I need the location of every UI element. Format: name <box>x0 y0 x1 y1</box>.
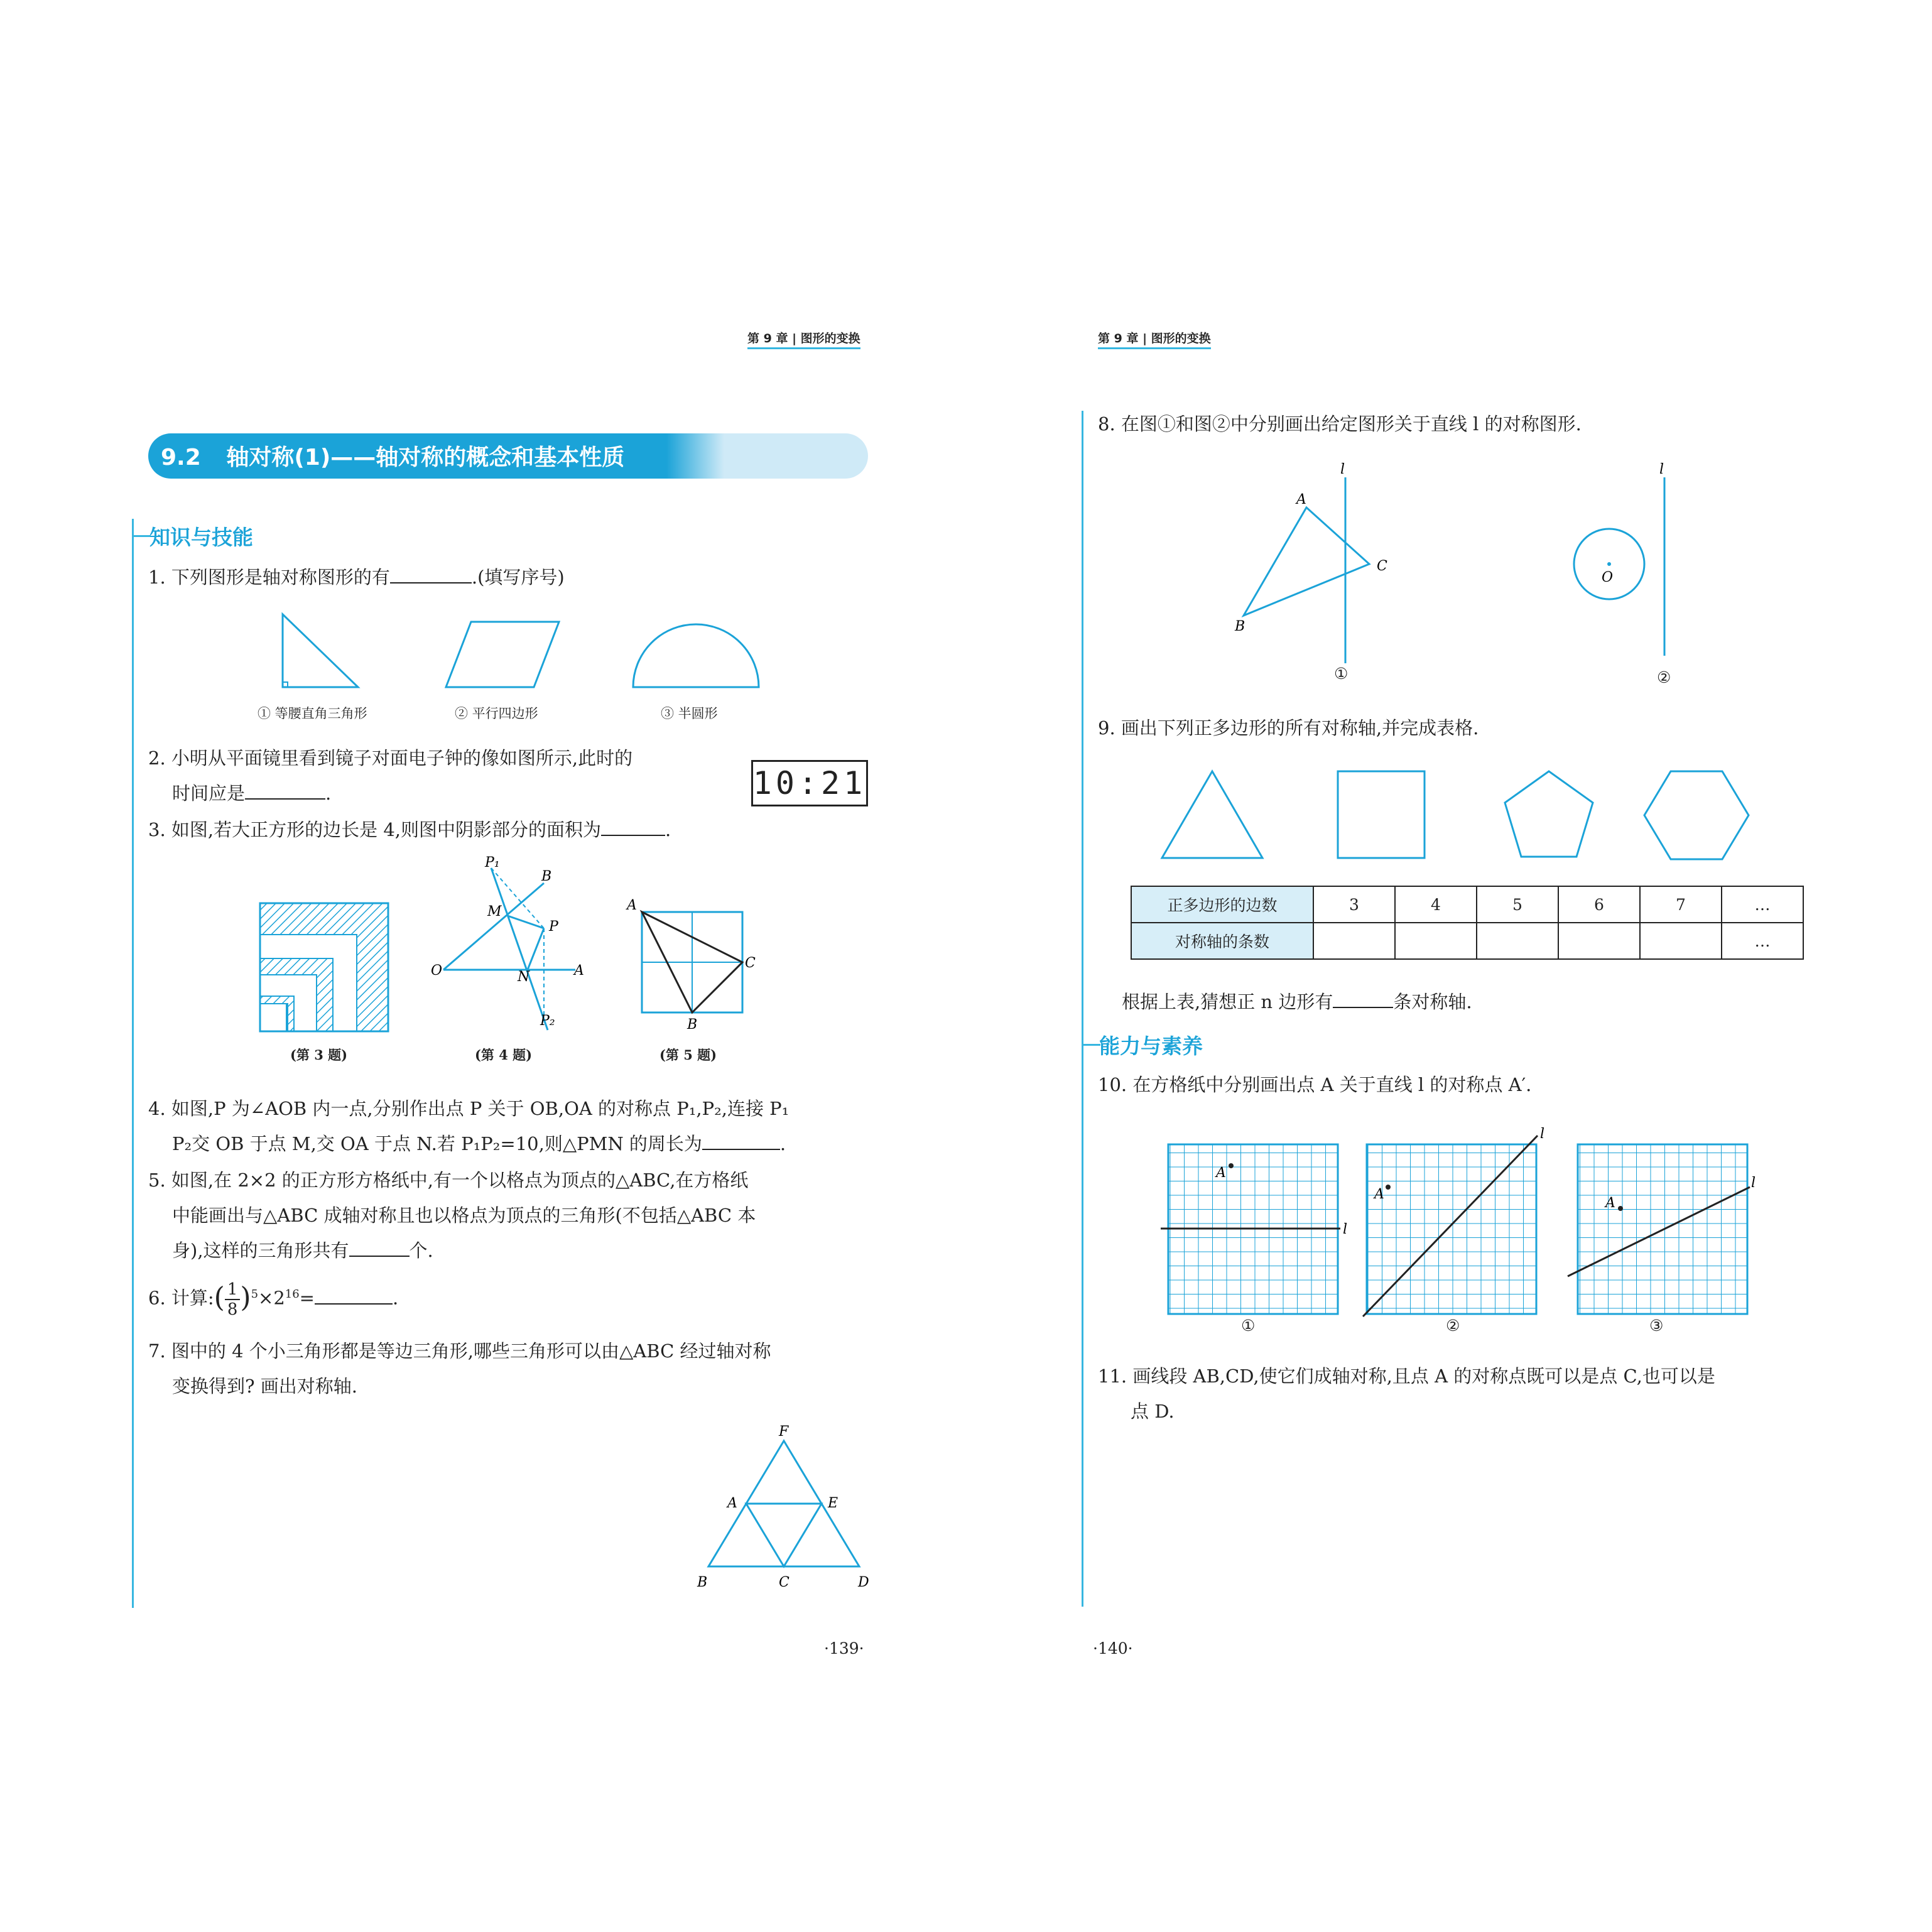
regular-hexagon <box>1644 771 1749 859</box>
page-number-right: ·140· <box>1093 1639 1133 1658</box>
fig10-grids <box>1156 1124 1759 1338</box>
label-b: B <box>697 1575 708 1590</box>
question-11-line-1: 11. 画线段 AB,CD,使它们成轴对称,且点 A 的对称点既可以是点 C,也可以是 <box>1098 1365 1715 1387</box>
question-5-line-3 <box>172 1232 433 1269</box>
fig3-caption: (第 3 题) <box>290 1047 348 1063</box>
section-tick <box>132 535 151 537</box>
label-n: N <box>518 969 530 985</box>
question-6: 6. 计算:( $\frac{1}{8}$ )$^5\times 2^{16}=$ . <box>148 1279 399 1319</box>
fig4-caption: (第 4 题) <box>475 1047 533 1063</box>
question-2-line-2 <box>172 775 331 811</box>
q1-figures <box>239 603 791 697</box>
section-text: 轴对称(1)——轴对称的概念和基本性质 <box>226 445 625 470</box>
regular-square <box>1338 771 1425 858</box>
grid-3 <box>1568 1144 1756 1314</box>
q6-exponent-2: 16 <box>285 1288 300 1301</box>
label-b: B <box>687 1017 698 1033</box>
label-o: O <box>1602 570 1614 585</box>
label-a: A <box>1296 492 1306 507</box>
table-answer-cell[interactable] <box>1395 923 1477 959</box>
table-header-axes: 对称轴的条数 <box>1131 923 1313 959</box>
shaded-l-small <box>260 996 294 1031</box>
table-answer-cell[interactable] <box>1558 923 1640 959</box>
question-10: 10. 在方格纸中分别画出点 A 关于直线 l 的对称点 A′. <box>1098 1074 1532 1095</box>
label-b: B <box>541 869 552 884</box>
label-c: C <box>745 955 756 971</box>
label-l: l <box>1751 1175 1756 1191</box>
q2-answer-blank[interactable] <box>245 779 325 800</box>
fig5-caption: (第 5 题) <box>659 1047 717 1063</box>
right-margin-rule <box>1082 411 1083 1607</box>
midpoint-triangle-aec <box>746 1504 822 1566</box>
question-11-line-2: 点 D. <box>1131 1401 1175 1422</box>
q6-text: 6. 计算: <box>148 1287 214 1309</box>
label-p: P <box>549 919 558 935</box>
label-a: A <box>1605 1195 1615 1211</box>
label-b: B <box>1235 619 1245 634</box>
point-a <box>1229 1163 1234 1168</box>
segment-p1-p2 <box>491 868 548 1030</box>
table-cell: 7 <box>1640 886 1722 923</box>
table-cell: 5 <box>1477 886 1558 923</box>
q1-text: 1. 下列图形是轴对称图形的有 <box>148 567 390 588</box>
question-4-line-2 <box>172 1126 786 1162</box>
q5-text-post: 个. <box>409 1240 433 1261</box>
digital-clock <box>751 760 868 806</box>
label-m: M <box>487 904 502 920</box>
grid-2 <box>1363 1126 1544 1316</box>
question-2-line-1: 2. 小明从平面镜里看到镜子对面电子钟的像如图所示,此时的 <box>148 747 633 769</box>
fig10-caption-2: ② <box>1446 1316 1460 1335</box>
q3-text: 3. 如图,若大正方形的边长是 4,则图中阴影部分的面积为 <box>148 819 601 840</box>
header-title: 图形的变换 <box>1151 332 1211 345</box>
label-l: l <box>1540 1126 1545 1142</box>
header-chapter: 第 9 章 <box>1098 332 1139 345</box>
regular-triangle <box>1162 771 1262 858</box>
label-p1: P₁ <box>485 855 500 871</box>
question-8: 8. 在图①和图②中分别画出给定图形关于直线 l 的对称图形. <box>1098 413 1582 435</box>
center-dot <box>1607 562 1611 566</box>
q2-text: 时间应是 <box>172 783 246 804</box>
isosceles-right-triangle <box>283 614 358 687</box>
fig10-caption-1: ① <box>1241 1316 1256 1335</box>
table-header-sides: 正多边形的边数 <box>1131 886 1313 923</box>
fig8-2-circle-line <box>1558 459 1696 659</box>
header-chapter: 第 9 章 <box>747 332 788 345</box>
point-a <box>1386 1185 1391 1190</box>
label-l: l <box>1659 462 1664 477</box>
ray-ob <box>443 883 544 970</box>
table-row <box>1131 923 1803 959</box>
shaded-l-medium <box>260 958 333 1031</box>
label-d: D <box>858 1575 869 1590</box>
q9-text-post: 条对称轴. <box>1393 991 1472 1012</box>
label-a: A <box>627 898 637 913</box>
q2-text-post: . <box>325 783 332 804</box>
q9-text: 根据上表,猜想正 n 边形有 <box>1122 991 1333 1012</box>
question-4-line-1: 4. 如图,P 为∠AOB 内一点,分别作出点 P 关于 OB,OA 的对称点 P₁,P₂,连接 P₁ <box>148 1098 790 1119</box>
header-separator: | <box>1142 332 1148 345</box>
triangle-abc <box>1244 507 1369 616</box>
grid-1 <box>1161 1144 1347 1314</box>
q9-answer-blank[interactable] <box>1333 988 1393 1008</box>
header-right <box>1098 329 1211 349</box>
q4-text: P₂交 OB 于点 M,交 OA 于点 N.若 P₁P₂=10,则△PMN 的周长为 <box>172 1133 702 1154</box>
inner-square-3 <box>260 1004 288 1031</box>
question-9-conclusion <box>1122 984 1472 1020</box>
q1-text-post: .(填写序号) <box>471 567 565 588</box>
q1-caption-2: ② 平行四边形 <box>455 706 538 721</box>
label-c: C <box>779 1575 790 1590</box>
clock-digits: 10:21 <box>752 765 867 801</box>
question-1 <box>148 559 565 595</box>
label-p2: P₂ <box>540 1013 555 1029</box>
semicircle <box>633 624 759 687</box>
fig5-grid-triangle <box>622 892 766 1036</box>
table-cell: … <box>1722 923 1803 959</box>
q6-text-post: . <box>392 1287 399 1309</box>
section-number: 9.2 <box>161 445 201 470</box>
header-separator: | <box>792 332 797 345</box>
fig8-1-triangle-line <box>1218 459 1394 685</box>
label-e: E <box>828 1495 838 1511</box>
parallelogram <box>446 622 559 687</box>
section-tick <box>1082 1044 1100 1046</box>
fig7-triangle-subdivision <box>691 1416 879 1598</box>
section-heading-knowledge: 知识与技能 <box>149 525 253 550</box>
label-l: l <box>1343 1222 1348 1237</box>
fig8-caption-2: ② <box>1657 668 1671 687</box>
q1-caption-3: ③ 半圆形 <box>661 706 718 721</box>
q1-answer-blank[interactable] <box>390 563 472 583</box>
symmetry-axes-table <box>1131 886 1804 960</box>
q4-text-post: . <box>779 1133 786 1154</box>
question-5-line-1: 5. 如图,在 2×2 的正方形方格纸中,有一个以格点为顶点的△ABC,在方格纸 <box>148 1170 749 1191</box>
table-row <box>1131 886 1803 923</box>
fig10-caption-3: ③ <box>1649 1316 1664 1335</box>
question-7-line-2: 变换得到? 画出对称轴. <box>172 1376 357 1397</box>
fig8-caption-1: ① <box>1334 665 1349 683</box>
table-cell: … <box>1722 886 1803 923</box>
fig9-regular-polygons <box>1156 760 1771 867</box>
label-a: A <box>727 1495 737 1511</box>
fig4-angle-reflection <box>425 852 600 1040</box>
table-cell: 4 <box>1395 886 1477 923</box>
table-answer-cell[interactable] <box>1640 923 1722 959</box>
point-a <box>1618 1206 1623 1211</box>
fig3-square-shading <box>259 902 389 1033</box>
q6-numerator: 1 <box>225 1280 241 1300</box>
page-number-left: ·139· <box>824 1639 864 1658</box>
label-a: A <box>1216 1165 1226 1181</box>
label-l: l <box>1340 462 1345 477</box>
regular-pentagon <box>1505 771 1593 857</box>
segment-pn <box>528 928 544 970</box>
q1-caption-1: ① 等腰直角三角形 <box>258 706 367 721</box>
label-a: A <box>1374 1186 1384 1202</box>
table-cell: 3 <box>1313 886 1395 923</box>
q5-answer-blank[interactable] <box>349 1237 410 1257</box>
question-9: 9. 画出下列正多边形的所有对称轴,并完成表格. <box>1098 717 1479 739</box>
section-heading-ability: 能力与素养 <box>1099 1034 1203 1058</box>
question-3 <box>148 811 671 848</box>
q3-text-post: . <box>665 819 671 840</box>
q6-denominator: 8 <box>227 1300 238 1319</box>
question-5-line-2: 中能画出与△ABC 成轴对称且也以格点为顶点的三角形(不包括△ABC 本 <box>172 1205 756 1226</box>
q6-exponent: 5 <box>251 1288 259 1301</box>
left-margin-rule <box>132 519 134 1608</box>
label-o: O <box>431 963 443 979</box>
q4-answer-blank[interactable] <box>702 1130 780 1150</box>
q6-mid: ×2 <box>258 1287 285 1309</box>
q6-answer-blank[interactable] <box>315 1284 393 1305</box>
question-7-line-1: 7. 图中的 4 个小三角形都是等边三角形,哪些三角形可以由△ABC 经过轴对称 <box>148 1340 771 1362</box>
table-cell: 6 <box>1558 886 1640 923</box>
label-f: F <box>779 1424 789 1440</box>
q3-answer-blank[interactable] <box>601 816 665 836</box>
header-left <box>747 329 860 349</box>
header-title: 图形的变换 <box>800 332 860 345</box>
section-title <box>161 440 624 472</box>
table-answer-cell[interactable] <box>1477 923 1558 959</box>
label-c: C <box>1377 558 1387 574</box>
table-answer-cell[interactable] <box>1313 923 1395 959</box>
label-a: A <box>574 963 584 979</box>
inner-square-1 <box>260 935 357 1031</box>
q5-text: 身),这样的三角形共有 <box>172 1240 349 1261</box>
q6-eq: = <box>299 1287 315 1309</box>
